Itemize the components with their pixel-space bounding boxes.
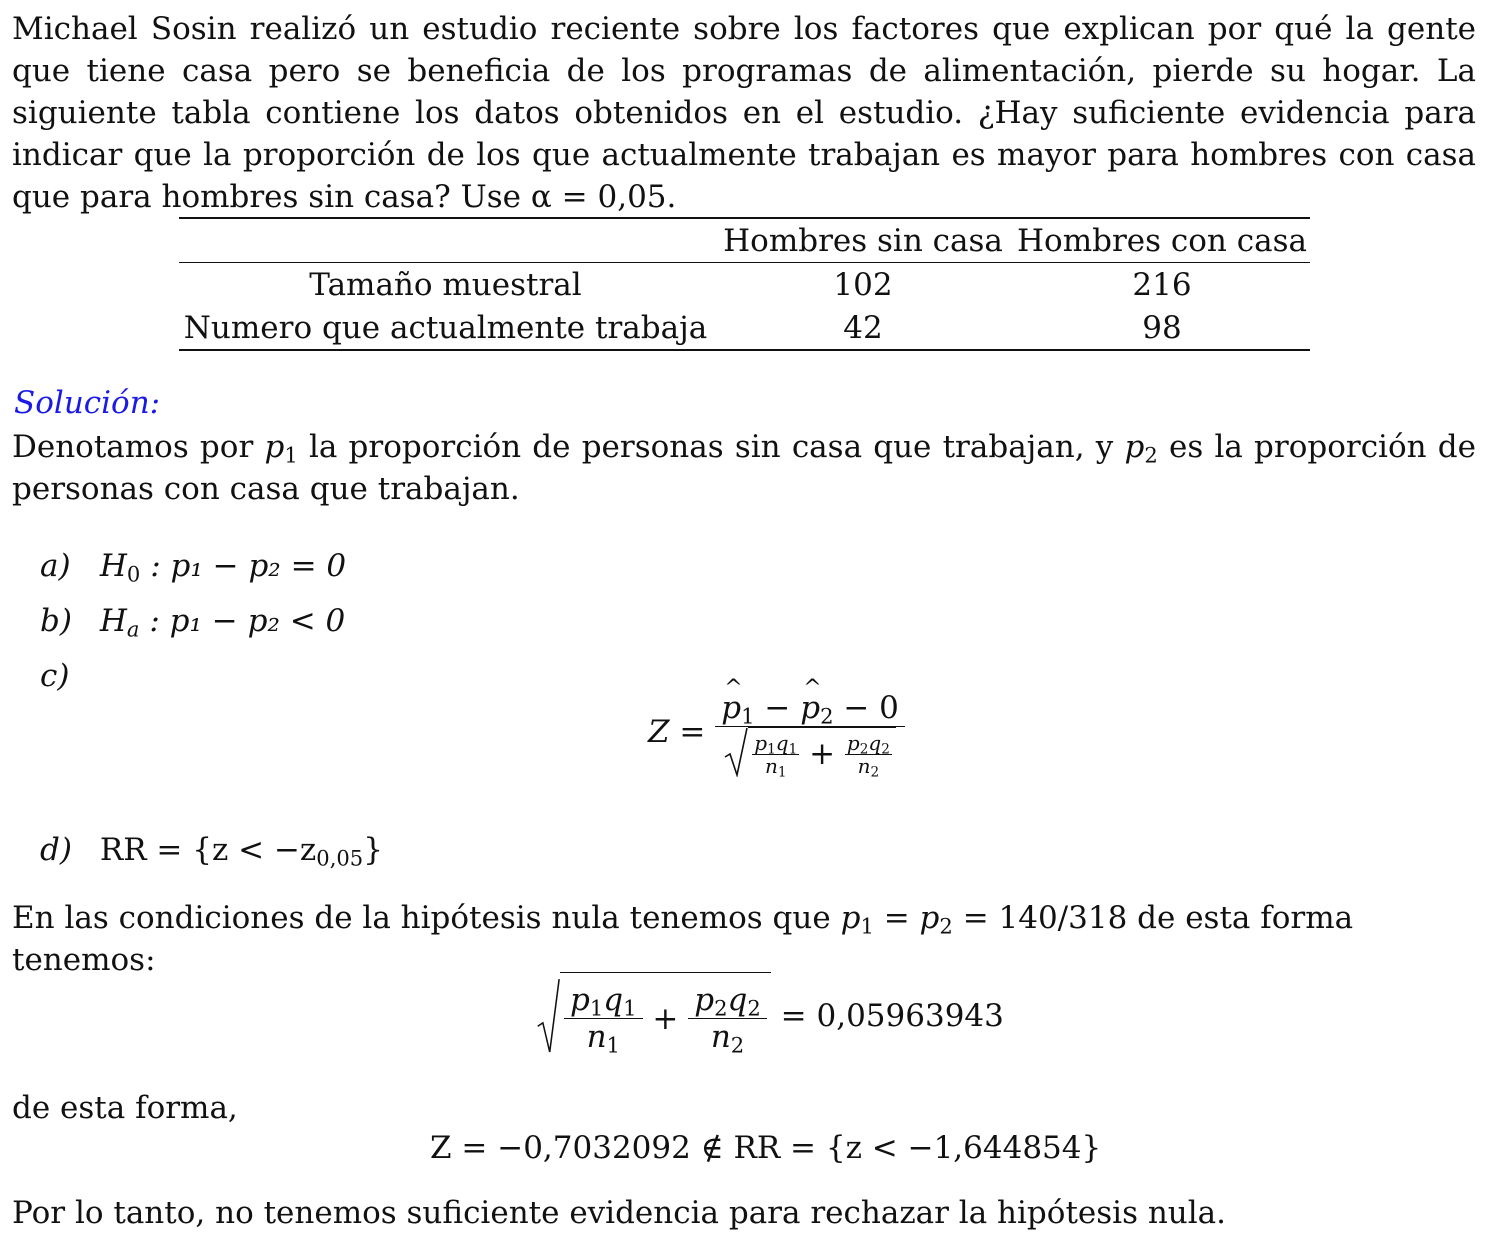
item-b: b) $H_a$ : p₁ − p₂ < 0: [40, 603, 346, 642]
item-b-expression: : p₁ − p₂ < 0: [149, 603, 346, 639]
cell-con-casa: 216: [1132, 266, 1192, 303]
item-d: d) RR = $\{z < -z_{0,05}\}$: [40, 832, 383, 871]
null-hypothesis-text: En las condiciones de la hipótesis nula tenemos que $p_1 = p_2 = 140/318$ de esta forma tenemos:: [12, 900, 1354, 978]
table-header-con-casa: Hombres con casa: [1014, 218, 1310, 263]
item-b-label: b): [40, 603, 72, 639]
cell-sin-casa: 102: [833, 266, 893, 303]
alpha-expression: α = 0,05.: [530, 179, 677, 215]
table-header-sin-casa: Hombres sin casa: [712, 218, 1014, 263]
null-text-2: = 140/318 de esta forma tenemos:: [12, 900, 1354, 978]
item-a: a) $H_0$ : p₁ − p₂ = 0: [40, 548, 347, 587]
data-table: [179, 217, 1310, 351]
row-label: Numero que actualmente trabaja: [179, 306, 712, 350]
cell-sin-casa: 42: [712, 306, 1014, 350]
sqrt-value: = 0,05963943: [780, 998, 1004, 1034]
cell-con-casa: 98: [1014, 306, 1310, 350]
table-row: [179, 306, 1310, 350]
table-row: [179, 263, 1310, 307]
z-formula: Z = ^ $p_1$ − ^ $p_2 - 0$ $\frac{p_1q_1}{n_1}$ + $\frac{p_2q_2}{n_2}$: [648, 690, 905, 777]
sqrt-value-formula: $\frac{p_1q_1}{n_1}$ + $\frac{p_2q_2}{n_2}$ = 0,05963943: [536, 972, 1004, 1060]
solution-title: Solución:: [14, 385, 161, 421]
sqrt-symbol: $\frac{p_1q_1}{n_1}$ + $\frac{p_2q_2}{n_2}$: [724, 727, 896, 777]
item-c: [40, 656, 90, 696]
z-result: Z = −0,7032092 ∉ RR = {z < −1,644854}: [430, 1130, 1102, 1166]
problem-text: Michael Sosin realizó un estudio reciente sobre los factores que explican por qué la gente que tiene casa pero se beneficia de los programas de alimentación, pierde su hogar. La siguiente tabla contiene los datos obtenidos en el estudio. ¿Hay suficiente evidencia para indicar que la proporción de los que actualmente trabajan es mayor para hombres con casa que para hombres sin casa? Use: [12, 11, 1476, 215]
intro-text-3: es la proporción de personas con casa que trabajan.: [12, 429, 1476, 507]
z-fraction: ^ $p_1$ − ^ $p_2 - 0$ $\frac{p_1q_1}{n_1}$ + $\frac{p_2q_2}{n_2}$: [715, 690, 905, 777]
null-text-1: En las condiciones de la hipótesis nula tenemos que: [12, 900, 831, 936]
item-d-label: d): [40, 832, 72, 868]
problem-statement: [12, 8, 1476, 218]
table-header-row: [179, 218, 1310, 263]
item-c-label: c): [40, 658, 70, 694]
table-header-empty: [179, 218, 712, 263]
de-esta-forma: de esta forma,: [12, 1090, 238, 1126]
row-label: Tamaño muestral: [309, 266, 582, 303]
item-d-expression: RR = {z < −z: [99, 832, 317, 868]
item-a-expression: : p₁ − p₂ = 0: [150, 548, 347, 584]
solution-intro: Denotamos por $p_1$ la proporción de personas sin casa que trabajan, y $p_2$ es la proporción de personas con casa que trabajan.: [12, 429, 1476, 507]
intro-text-2: la proporción de personas sin casa que trabajan, y: [308, 429, 1114, 465]
intro-text-1: Denotamos por: [12, 429, 254, 465]
item-a-label: a): [40, 548, 71, 584]
conclusion: Por lo tanto, no tenemos suficiente evidencia para rechazar la hipótesis nula.: [12, 1195, 1227, 1231]
